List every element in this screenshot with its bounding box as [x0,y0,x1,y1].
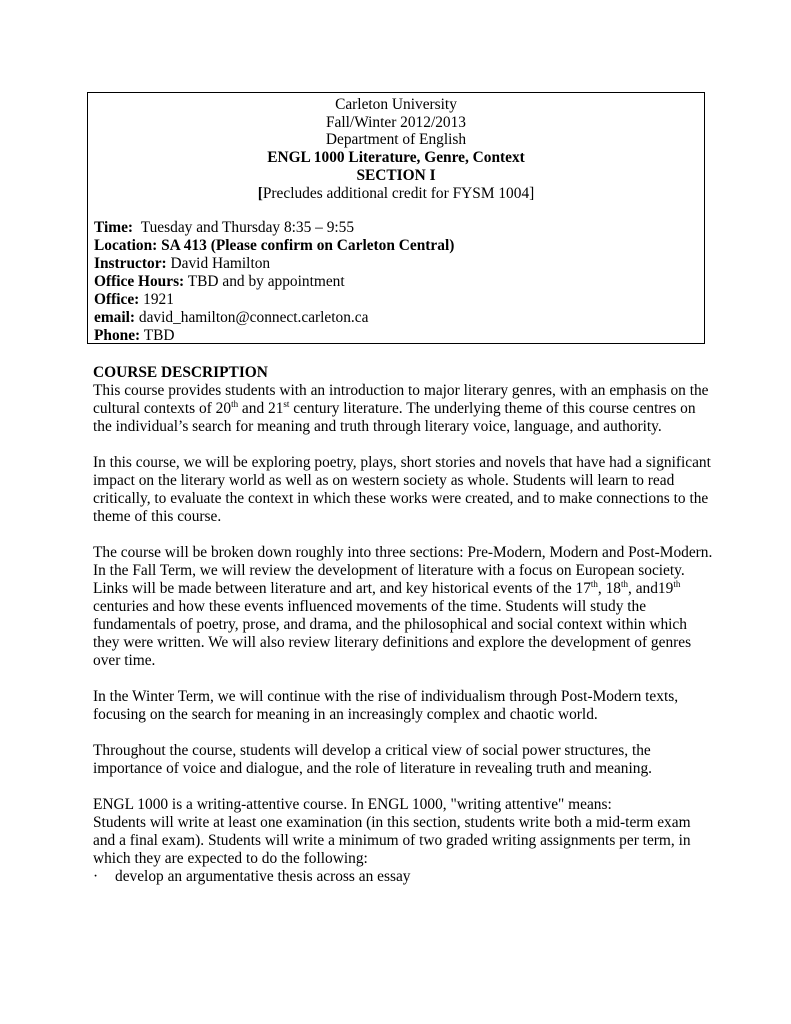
email-label: email: [94,309,136,326]
p1-text-c: century literature. The underlying theme of this course centres on the individual’s search for meaning and truth through literary voice, language, and authority. [93,400,696,435]
term: Fall/Winter 2012/2013 [325,113,467,131]
p1-sup-2: st [283,399,290,409]
department: Department of English [325,131,467,149]
description-paragraph-4: In the Winter Term, we will continue with the rise of individualism through Post-Modern texts, focusing on the search for meaning in an increasingly complex and chaotic world. [93,688,679,723]
phone-row [94,327,454,345]
time-row [94,219,454,237]
instructor-value: David Hamilton [170,255,271,272]
bullet-text: develop an argumentative thesis across an essay [115,868,411,885]
section-number: SECTION I [356,166,436,184]
writing-attentive-details: Students will write at least one examination (in this section, students write both a mid-term exam and a final exam). Students will write a minimum of two graded writing assignments per term, in which they are expected to do the following: [93,814,691,867]
preclusion-bracket: [ [257,184,263,202]
description-paragraph-5: Throughout the course, students will develop a critical view of social power structures, the importance of voice and dialogue, and the role of literature in revealing truth and meaning. [93,742,652,777]
office-hours-label: Office Hours: [94,273,185,290]
course-header-box [87,92,705,344]
email-value: david_hamilton@connect.carleton.ca [138,309,369,326]
p3-text-c: , and19 [628,580,674,597]
course-header-titles [88,96,704,202]
p1-sup-1: th [231,399,239,409]
course-title: ENGL 1000 Literature, Genre, Context [267,149,525,167]
p3-sup-2: th [621,579,629,589]
p3-text-b: , 18 [597,580,621,597]
description-paragraph-3 [93,544,713,670]
p3-sup-1: th [590,579,598,589]
p3-text-d: centuries and how these events influenced movements of the time. Students will study the fundamentals of poetry, prose, and drama, and the philosophical and social context within which they were written. We will also review literary definitions and explore the development of genres over time. [93,598,692,669]
bullet-icon: · [93,868,99,885]
office-hours-row [94,273,454,291]
p1-text-b: and 21 [238,400,284,417]
p3-text-a: The course will be broken down roughly into three sections: Pre-Modern, Modern and Post-Modern. In the Fall Term, we will review the development of literature with a focus on European society. Links will be made between literature and art, and key historical events of the 17 [93,544,713,597]
office-value: 1921 [143,291,174,308]
preclusion-note [88,185,704,203]
p1-text-a: This course provides students with an introduction to major literary genres, with an emphasis on the cultural contexts of 20 [93,382,709,417]
time-value: Tuesday and Thursday 8:35 – 9:55 [140,219,355,236]
location-row: Location: SA 413 (Please confirm on Carleton Central) [94,237,455,254]
university-name: Carleton University [335,96,457,113]
office-label: Office: [94,291,140,308]
course-description-section [93,364,713,886]
office-row [94,291,454,309]
phone-value: TBD [143,327,175,344]
preclusion-text: Precludes additional credit for FYSM 1004] [262,184,535,202]
time-label: Time: [94,219,134,236]
office-hours-value: TBD and by appointment [187,273,345,290]
course-description-heading: COURSE DESCRIPTION [93,364,268,381]
email-row [94,309,454,327]
phone-label: Phone: [94,327,141,344]
course-info [94,219,454,345]
writing-attentive-intro: ENGL 1000 is a writing-attentive course. In ENGL 1000, "writing attentive" means: [93,796,612,813]
p3-sup-3: th [673,579,681,589]
description-paragraph-2: In this course, we will be exploring poetry, plays, short stories and novels that have had a significant impact on the literary world as well as on western society as whole. Students will learn to read critically, to evaluate the context in which these works were created, and to make connections to the theme of this course. [93,454,711,525]
instructor-row [94,255,454,273]
list-item [93,868,713,886]
description-paragraph-1 [93,382,713,436]
instructor-label: Instructor: [94,255,167,272]
